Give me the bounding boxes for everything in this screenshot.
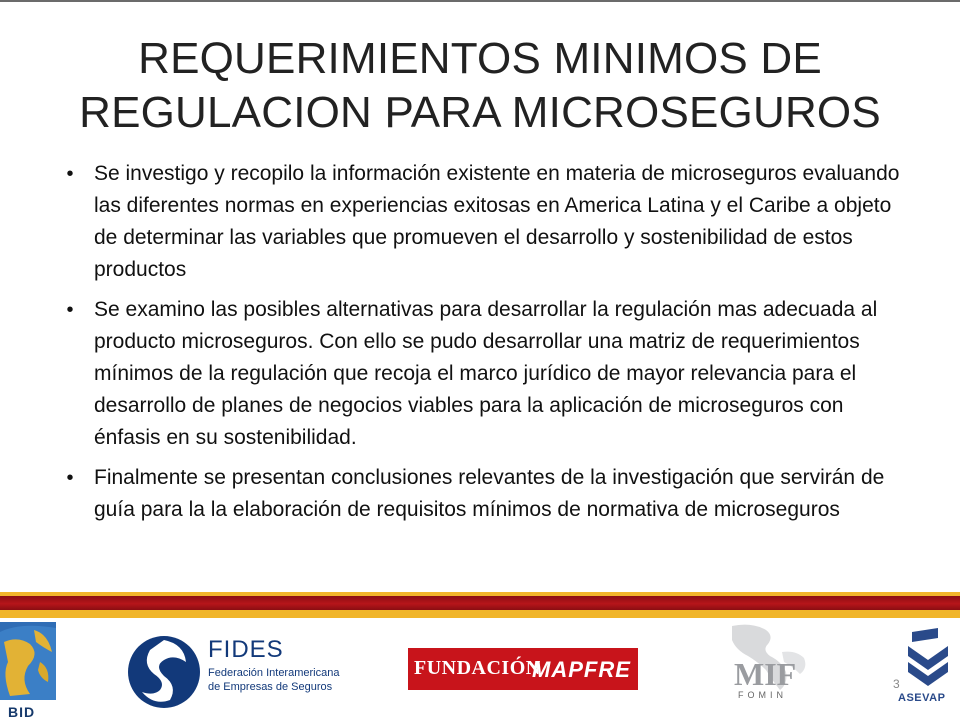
fides-subtitle-line-1: Federación Interamericana [208, 667, 340, 679]
mapfre-name-text: MAPFRE [532, 657, 631, 682]
top-border [0, 0, 960, 2]
footer-logos [0, 618, 960, 720]
slide-title-line-2: REGULACION PARA MICROSEGUROS [79, 88, 881, 137]
bid-logo [0, 622, 56, 718]
bid-label: BID [8, 704, 36, 720]
page-number: 3 [893, 677, 900, 691]
footer-band-gold [0, 610, 960, 618]
fomin-label: FOMIN [738, 690, 787, 700]
bid-globe-icon [0, 622, 56, 706]
fundacion-mapfre-logo [408, 648, 638, 690]
bullet-text: Se investigo y recopilo la información existente en materia de microseguros evaluando las diferentes normas en experiencias exitosas en America Latina y el Caribe a objeto de determinar las variables que promueven el desarrollo y sostenibilidad de estos productos [94, 162, 900, 281]
bullet-item [60, 158, 910, 286]
mif-label: MIF [734, 656, 797, 692]
bullet-dot-icon: • [66, 467, 74, 489]
fides-logo [124, 632, 354, 712]
mapfre-fundacion-text: FUNDACIÓN [414, 657, 541, 679]
slide-title [40, 32, 920, 140]
bullet-dot-icon: • [66, 299, 74, 321]
fides-subtitle [208, 666, 358, 694]
bullet-item [60, 462, 910, 526]
asevap-logo [898, 626, 960, 720]
footer-band-red [0, 596, 960, 610]
slide-title-line-1: REQUERIMIENTOS MINIMOS DE [138, 34, 822, 83]
bullet-dot-icon: • [66, 163, 74, 185]
fides-emblem-icon [124, 632, 204, 712]
bullet-text: Se examino las posibles alternativas para desarrollar la regulación mas adecuada al producto microseguros. Con ello se pudo desarrollar una matriz de requerimientos mínimos de la regulación que recoja el marco jurídico de mayor relevancia para el desarrollo de planes de negocios viables para la aplicación de microseguros con énfasis en su sostenibilidad. [94, 298, 878, 449]
fides-subtitle-line-2: de Empresas de Seguros [208, 681, 333, 693]
asevap-label: ASEVAP [898, 692, 946, 704]
bullet-list [60, 158, 910, 534]
bullet-item [60, 294, 910, 454]
asevap-stack-icon [898, 626, 960, 690]
fides-name: FIDES [208, 636, 284, 663]
mif-fomin-logo [722, 622, 810, 712]
bullet-text: Finalmente se presentan conclusiones relevantes de la investigación que servirán de guía para la la elaboración de requisitos mínimos de normativa de microseguros [94, 466, 885, 521]
